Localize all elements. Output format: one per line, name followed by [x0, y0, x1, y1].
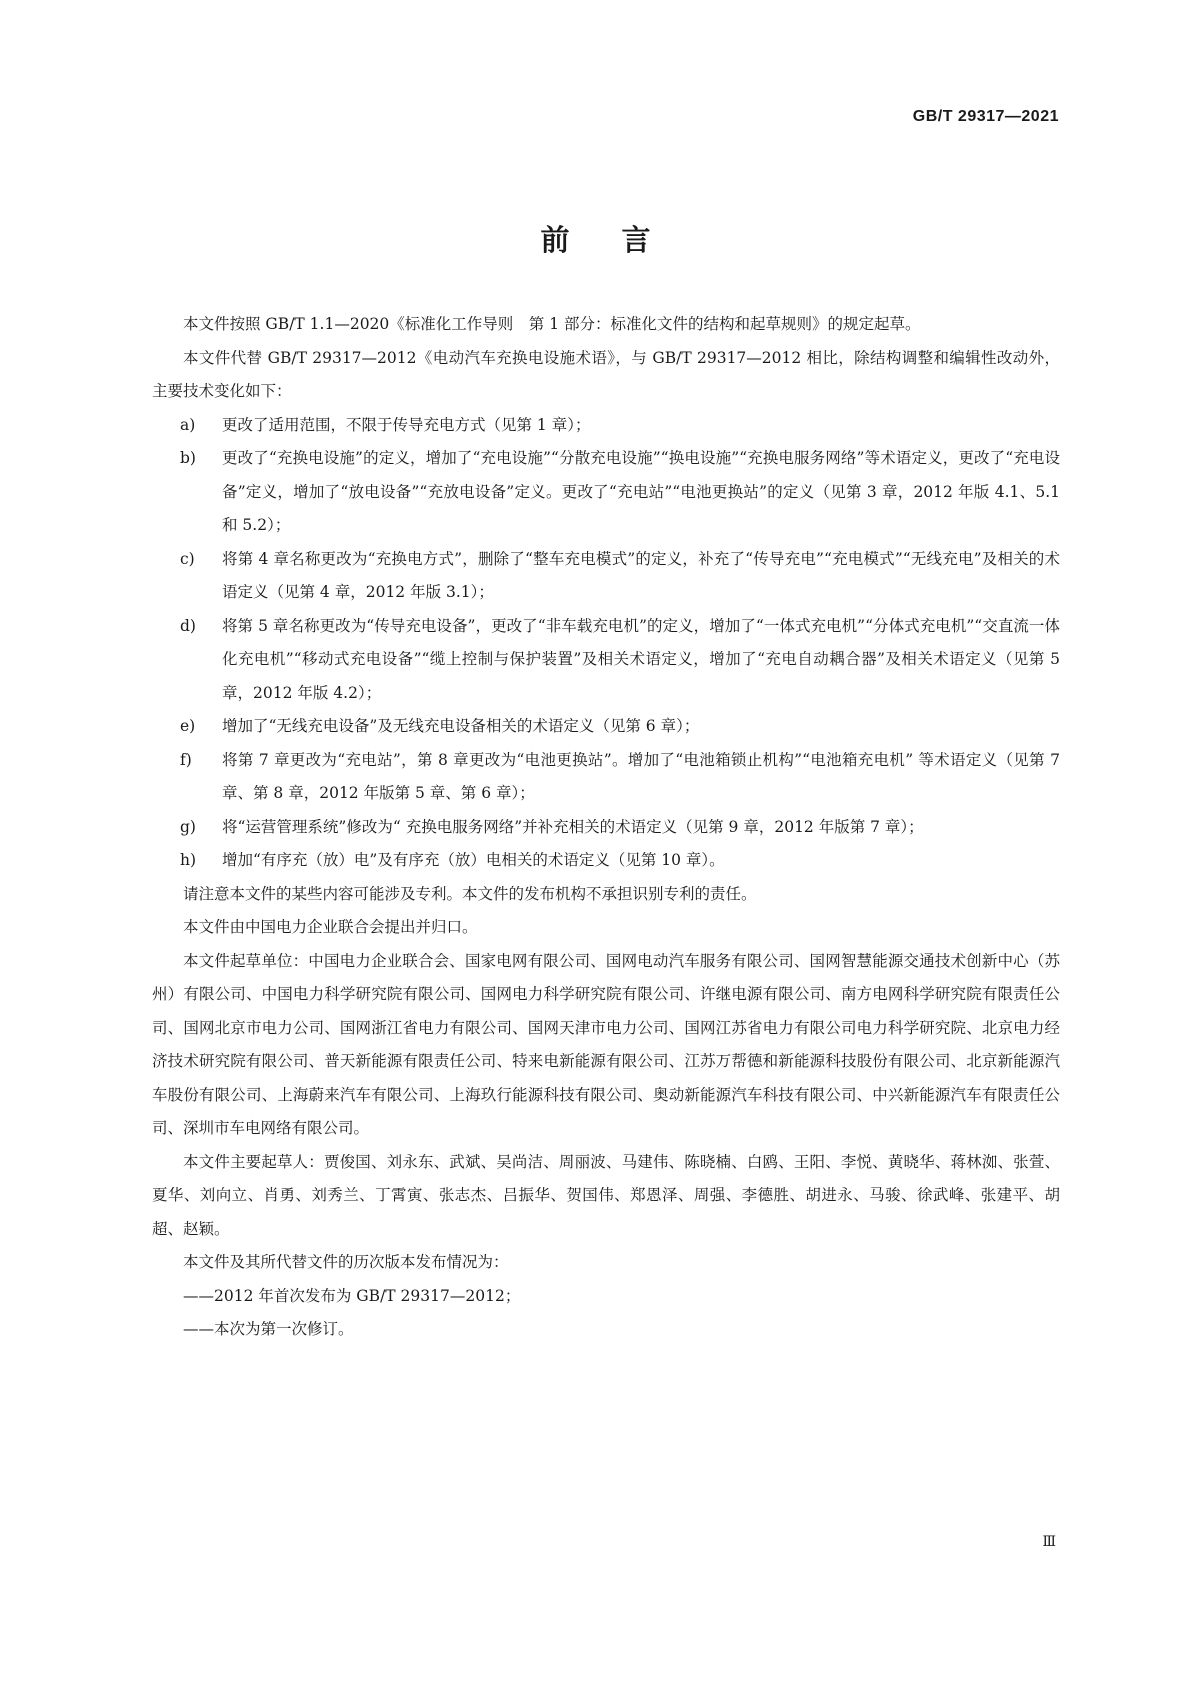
list-item-label: f) — [180, 750, 192, 769]
foreword-body — [152, 308, 1060, 1347]
list-item-text: 增加“有序充（放）电”及有序充（放）电相关的术语定义（见第 10 章）。 — [222, 851, 725, 869]
paragraph-proposer: 本文件由中国电力企业联合会提出并归口。 — [183, 918, 478, 936]
paragraph-drafting-units: 本文件起草单位：中国电力企业联合会、国家电网有限公司、国网电动汽车服务有限公司、国网智慧能源交通技术创新中心（苏州）有限公司、中国电力科学研究院有限公司、国网电力科学研究院有限公司、许继电源有限公司、南方电网科学研究院有限责任公司、国网北京市电力公司、国网浙江省电力有限公司、国网天津市电力公司、国网江苏省电力有限公司电力科学研究院、北京电力经济技术研究院有限公司、普天新能源有限责任公司、特来电新能源有限公司、江苏万帮德和新能源科技股份有限公司、北京新能源汽车股份有限公司、上海蔚来汽车有限公司、上海玖行能源科技有限公司、奥动新能源汽车科技有限公司、中兴新能源汽车有限责任公司、深圳市车电网络有限公司。 — [152, 951, 1060, 1137]
paragraph-drafting-rules: 本文件按照 GB/T 1.1—2020《标准化工作导则 第 1 部分：标准化文件的结构和起草规则》的规定起草。 — [183, 315, 921, 333]
list-item-text: 将第 5 章名称更改为“传导充电设备”，更改了“非车载充电机”的定义，增加了“一体式充电机”“分体式充电机”“交直流一体化充电机”“移动式充电设备”“缆上控制与保护装置”及相关术语定义，增加了“充电自动耦合器”及相关术语定义（见第 5 章，2012 年版 4.2）； — [222, 616, 1060, 702]
history-item: ——2012 年首次发布为 GB/T 29317—2012； — [183, 1286, 521, 1305]
list-item — [180, 543, 1060, 610]
paragraph-patent-notice: 请注意本文件的某些内容可能涉及专利。本文件的发布机构不承担识别专利的责任。 — [183, 884, 757, 903]
list-item — [180, 744, 1060, 811]
list-item-text: 增加了“无线充电设备”及无线充电设备相关的术语定义（见第 6 章）； — [222, 717, 700, 735]
history-item: ——本次为第一次修订。 — [183, 1320, 354, 1338]
standard-code: GB/T 29317—2021 — [912, 108, 1059, 125]
list-item-label: e) — [180, 717, 196, 735]
list-item — [180, 442, 1060, 543]
list-item — [180, 710, 1060, 744]
list-item — [180, 610, 1060, 711]
paragraph-drafters: 本文件主要起草人：贾俊国、刘永东、武斌、吴尚洁、周丽波、马建伟、陈晓楠、白鸥、王阳、李悦、黄晓华、蒋林洳、张萱、夏华、刘向立、肖勇、刘秀兰、丁霄寅、张志杰、吕振华、贺国伟、郑恩泽、周强、李德胜、胡进永、马骏、徐武峰、张建平、胡超、赵颖。 — [152, 1152, 1060, 1238]
list-item-label: c) — [180, 549, 195, 568]
list-item-text: 将第 4 章名称更改为“充换电方式”，删除了“整车充电模式”的定义，补充了“传导充电”“充电模式”“无线充电”及相关的术语定义（见第 4 章，2012 年版 3.1）； — [222, 549, 1060, 601]
list-item-text: 将第 7 章更改为“充电站”，第 8 章更改为“电池更换站”。增加了“电池箱锁止机构”“电池箱充电机” 等术语定义（见第 7 章、第 8 章，2012 年版第 5 章、第 6 章）； — [222, 750, 1060, 802]
list-item-label: h) — [180, 851, 197, 869]
list-item-label: b) — [180, 449, 196, 467]
list-item — [180, 811, 1060, 845]
list-item-text: 将“运营管理系统”修改为“ 充换电服务网络”并补充相关的术语定义（见第 9 章，2012 年版第 7 章）； — [222, 817, 924, 836]
list-item — [180, 409, 1060, 443]
list-item-text: 更改了“充换电设施”的定义，增加了“充电设施”“分散充电设施”“换电设施”“充换电服务网络”等术语定义，更改了“充电设备”定义，增加了“放电设备”“充放电设备”定义。更改了“充电站”“电池更换站”的定义（见第 3 章，2012 年版 4.1、5.1 和 5.2）； — [222, 449, 1060, 534]
list-item — [180, 844, 1060, 878]
list-item-label: g) — [180, 817, 196, 836]
page-number: Ⅲ — [1042, 1534, 1056, 1550]
paragraph-history-intro: 本文件及其所代替文件的历次版本发布情况为： — [183, 1253, 509, 1271]
list-item-label: d) — [180, 616, 196, 635]
list-item-text: 更改了适用范围，不限于传导充电方式（见第 1 章）； — [222, 415, 591, 434]
paragraph-replacement: 本文件代替 GB/T 29317—2012《电动汽车充换电设施术语》，与 GB/T 29317—2012 相比，除结构调整和编辑性改动外，主要技术变化如下： — [152, 348, 1060, 400]
page-title: 前言 — [540, 223, 703, 257]
list-item-label: a) — [180, 415, 196, 434]
